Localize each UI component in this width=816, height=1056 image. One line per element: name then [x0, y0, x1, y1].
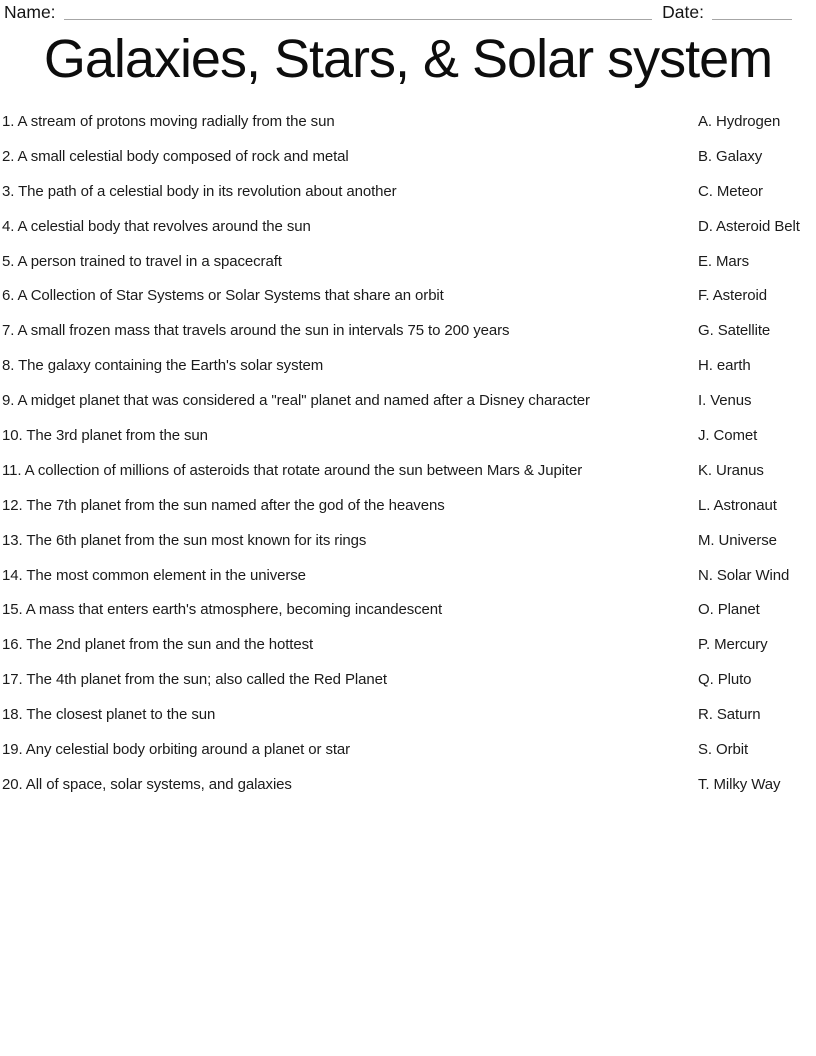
match-row-6	[2, 278, 814, 313]
match-row-13	[2, 523, 814, 558]
answer-option: B. Galaxy	[698, 147, 763, 165]
answer-option: Q. Pluto	[698, 671, 752, 689]
answer-option: H. earth	[698, 357, 751, 375]
match-row-1	[2, 104, 814, 139]
question-text: 17. The 4th planet from the sun; also called the Red Planet	[2, 671, 387, 689]
question-text: 19. Any celestial body orbiting around a planet or star	[2, 740, 351, 758]
match-row-5	[2, 244, 814, 279]
question-text: 5. A person trained to travel in a spacecraft	[2, 252, 282, 270]
question-text: 8. The galaxy containing the Earth's solar system	[2, 357, 324, 375]
question-text: 10. The 3rd planet from the sun	[2, 426, 208, 444]
answer-option: R. Saturn	[698, 706, 761, 724]
match-row-7	[2, 313, 814, 348]
question-text: 11. A collection of millions of asteroids that rotate around the sun between Mars & Jupiter	[2, 461, 583, 479]
date-blank-line	[712, 4, 792, 20]
question-text: 14. The most common element in the universe	[2, 566, 306, 584]
match-row-14	[2, 558, 814, 593]
match-row-20	[2, 767, 814, 802]
answer-option: A. Hydrogen	[698, 112, 781, 130]
question-text: 3. The path of a celestial body in its revolution about another	[2, 182, 397, 200]
question-text: 20. All of space, solar systems, and galaxies	[2, 775, 292, 793]
answer-option: G. Satellite	[698, 322, 771, 340]
match-row-2	[2, 139, 814, 174]
answer-option: J. Comet	[698, 426, 758, 444]
answer-option: K. Uranus	[698, 461, 764, 479]
question-text: 4. A celestial body that revolves around the sun	[2, 217, 311, 235]
match-row-10	[2, 418, 814, 453]
match-row-11	[2, 453, 814, 488]
match-row-16	[2, 627, 814, 662]
match-row-3	[2, 174, 814, 209]
name-label: Name:	[4, 2, 56, 22]
match-row-15	[2, 592, 814, 627]
match-row-12	[2, 488, 814, 523]
answer-option: S. Orbit	[698, 740, 749, 758]
question-text: 15. A mass that enters earth's atmosphere, becoming incandescent	[2, 601, 443, 619]
answer-option: M. Universe	[698, 531, 777, 549]
matching-list	[2, 104, 814, 802]
question-text: 12. The 7th planet from the sun named after the god of the heavens	[2, 496, 445, 514]
worksheet-header	[4, 0, 792, 22]
match-row-18	[2, 697, 814, 732]
answer-option: E. Mars	[698, 252, 749, 270]
answer-option: P. Mercury	[698, 636, 768, 654]
question-text: 2. A small celestial body composed of rock and metal	[2, 147, 349, 165]
answer-option: D. Asteroid Belt	[698, 217, 800, 235]
page-title: Galaxies, Stars, & Solar system	[43, 29, 773, 89]
question-text: 6. A Collection of Star Systems or Solar Systems that share an orbit	[2, 287, 444, 305]
answer-option: O. Planet	[698, 601, 760, 619]
match-row-17	[2, 662, 814, 697]
answer-option: F. Asteroid	[698, 287, 767, 305]
answer-option: C. Meteor	[698, 182, 763, 200]
match-row-4	[2, 209, 814, 244]
question-text: 18. The closest planet to the sun	[2, 706, 216, 724]
answer-option: I. Venus	[698, 392, 752, 410]
question-text: 16. The 2nd planet from the sun and the hottest	[2, 636, 314, 654]
question-text: 7. A small frozen mass that travels around the sun in intervals 75 to 200 years	[2, 322, 510, 340]
answer-option: N. Solar Wind	[698, 566, 790, 584]
match-row-9	[2, 383, 814, 418]
date-label: Date:	[662, 2, 704, 22]
answer-option: T. Milky Way	[698, 775, 781, 793]
question-text: 9. A midget planet that was considered a "real" planet and named after a Disney character	[2, 392, 590, 410]
question-text: 13. The 6th planet from the sun most known for its rings	[2, 531, 367, 549]
name-blank-line	[64, 4, 653, 20]
match-row-8	[2, 348, 814, 383]
match-row-19	[2, 732, 814, 767]
answer-option: L. Astronaut	[698, 496, 777, 514]
question-text: 1. A stream of protons moving radially from the sun	[2, 112, 335, 130]
